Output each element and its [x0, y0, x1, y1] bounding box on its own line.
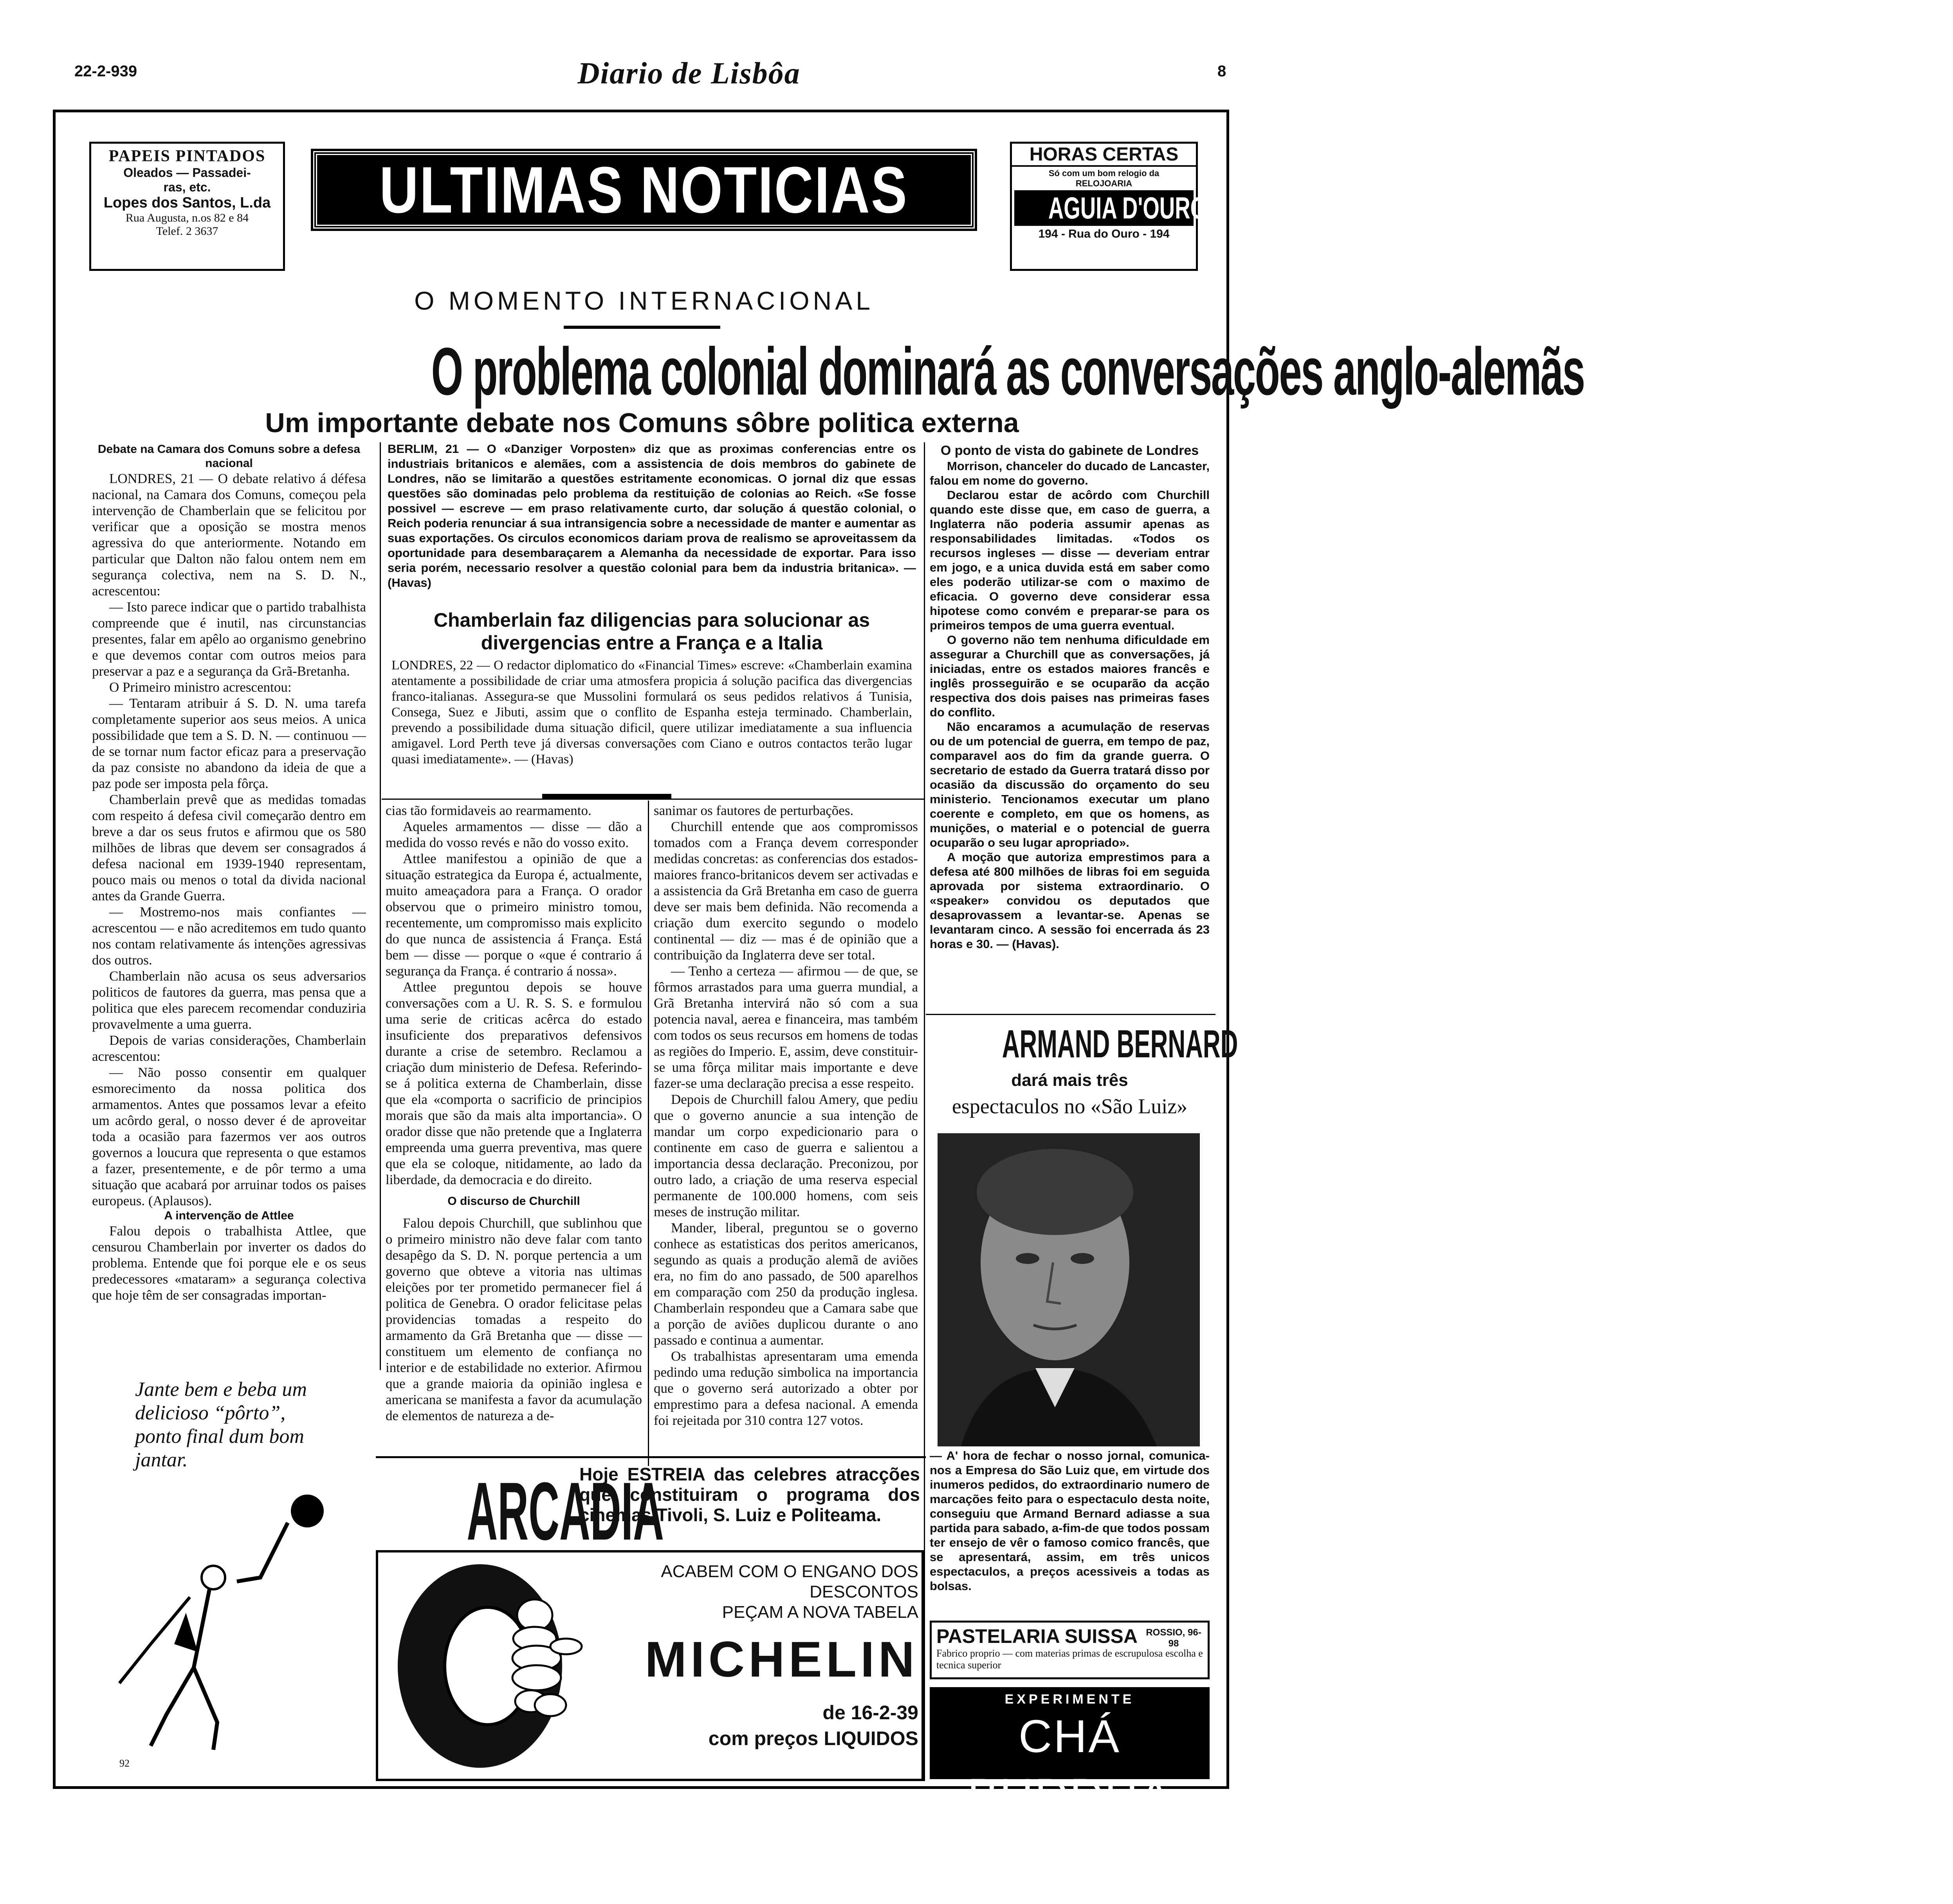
col1-paragraph: O Primeiro ministro acrescentou:: [109, 680, 292, 695]
ad-michelin-line5: com preços LIQUIDOS: [708, 1727, 918, 1749]
banner-title: ULTIMAS NOTICIAS: [379, 153, 909, 227]
waiter-illustration: [96, 1480, 331, 1754]
ad-papeis-title: PAPEIS PINTADOS: [108, 147, 266, 165]
col4-paragraph: O governo não tem nenhuma dificuldade em assegurar a Churchill que as conversações, já iniciadas, entre os estados maiores francês e inglês prosseguirão e se ocuparão da acção respectiva dos dois paises nas primeiras fases do conflito.: [930, 633, 1210, 719]
col1-paragraph: Chamberlain não acusa os seus adversarios politicos de fautores da guerra, mas pensa que a politica que eles parecem recomendar conduziria provavelmente a uma guerra.: [92, 968, 366, 1032]
subheadline: Um importante debate nos Comuns sôbre politica externa: [265, 407, 1019, 438]
ad-horas-certas: [1010, 142, 1207, 271]
column-rule: [648, 801, 649, 1466]
column-3: [654, 802, 918, 1428]
ad-cha-name: CHÁ BUDDHA: [967, 1711, 1172, 1821]
col4-paragraph: Não encaramos a acumulação de reservas ou de um potencial de guerra, em tempo de paz, comparavel aos do fim da grande guerra. O secretario de estado da Guerra tratará disso por ocasião da discussão do orçamento do seu ministerio. Tencionamos executar um plano coerente e completo, em que os homens, as munições, o material e o potencial de guerra ocuparão o seu lugar apropriado».: [930, 720, 1210, 849]
ad-horas-brand-box: [1014, 190, 1207, 226]
ad-papeis-phone: Telef. 2 3637: [156, 225, 218, 238]
ad-horas-line1: Só com um bom relogio da: [1048, 168, 1160, 178]
col2-heading: O discurso de Churchill: [447, 1195, 580, 1208]
col1-paragraph: LONDRES, 21 — O debate relativo á défesa nacional, na Camara dos Comuns, começou pela intervenção de Chamberlain que se felicitou por verificar que a oposição se mostra menos agressiva do que anteriormente. Notando em particular que Dalton não falou ontem nem em segurança colectiva, nem na S. D. N., acrescentou:: [92, 471, 366, 599]
col2-paragraph: cias tão formidaveis ao rearmamento.: [386, 803, 591, 818]
col1-heading: Debate na Camara dos Comuns sobre a defesa nacional: [97, 443, 361, 470]
ad-porto-line2: delicioso “pôrto”,: [135, 1402, 286, 1424]
col1-paragraph: — Não posso consentir em qualquer esmorecimento da nossa politica dos armamentos. Antes que possamos levar a efeito um acôrdo geral, o nosso dever é de aproveitar toda a ocasião para fazermos ver aos outros governos a loucura que representa o que estamos a fazer, presentemente, e de pôr termo a uma situação que acabará por arruinar todos os paises europeus. (Aplausos).: [92, 1065, 366, 1208]
ad-arcadia-name-text: ARCADIA: [467, 1465, 664, 1557]
ad-horas-line2: RELOJOARIA: [1075, 178, 1132, 188]
chamberlain-title: Chamberlain faz diligencias para solucionar as divergencias entre a França e a Italia: [433, 609, 870, 654]
column-4: [930, 442, 1210, 951]
ad-michelin: [376, 1550, 924, 1781]
ad-michelin-line3: PEÇAM A NOVA TABELA: [722, 1603, 918, 1622]
ad-pastelaria-name: PASTELARIA SUISSA: [936, 1625, 1138, 1647]
col3-paragraph: Churchill entende que aos compromissos tomados com a França devem corresponder medidas concretas: as conferencias dos estados-maiores franco-britanicos devem ser activadas e a assistencia da Grã Bretanha em caso de guerra deve ser mais bem definida. Não recomenda a criação dum exercito segundo o modelo continental — diz — mas é de opinião que a contribuição da Inglaterra deve ser total.: [654, 819, 918, 963]
bernard-name: [930, 1022, 1238, 1067]
bernard-caption: — A' hora de fechar o nosso jornal, comunica-nos a Empresa do São Luiz que, em virtude dos inumeros pedidos, do extraordinario numero de marcações feito para o espectaculo desta noite, conseguiu que Armand Bernard adiasse a sua partida para sabado, a-fim-de que todos possam ter ensejo de vêr o famoso comico francês, que se apresentará, assim, em três unicos espectaculos, a preços acessiveis a todas as bolsas.: [930, 1449, 1210, 1593]
michelin-tire-illustration: [382, 1556, 601, 1776]
ad-papeis-company: Lopes dos Santos, L.da: [103, 195, 271, 211]
column-2: [386, 802, 642, 1424]
banner-ultimas-noticias: [313, 151, 975, 229]
chamberlain-text: LONDRES, 22 — O redactor diplomatico do «Financial Times» escreve: «Chamberlain examina atentamente a possibilidade de criar uma atmosfera propicia á solução pacifica das divergencias franco-italianas. Assegura-se que Mussolini formulará os seus pedidos relativos á Tunisia, Consega, Suez e Jibuti, assim que o conflito de Espanha esteja terminado. Chamberlain, prevendo a possibilidade duma situação dificil, quere utilizar imediatamente a sua influencia amigavel. Lord Perth teve já diversas conversações com Ciano e outros contactos terão lugar quasi imediatamente». — (Havas): [391, 658, 912, 766]
col4-paragraph: Declarou estar de acôrdo com Churchill quando este disse que, em caso de guerra, a Inglaterra não poderia assumir apenas as responsabilidades limitadas. «Todos os recursos ingleses — disse — deveriam entrar em jogo, e a unica duvida está em saber como eles poderão utilizar-se com o maximo de eficacia. O governo deve considerar essa hipotese como convém e preparar-se para os primeiros tempos de uma guerra eventual.: [930, 488, 1210, 632]
ad-michelin-line1: ACABEM COM O ENGANO DOS: [661, 1562, 918, 1581]
ad-porto-line1: Jante bem e beba um: [135, 1378, 307, 1401]
ad-michelin-line4: de 16-2-39: [822, 1702, 918, 1724]
ad-porto-code: 92: [119, 1758, 130, 1769]
ad-michelin-brand: MICHELIN: [645, 1632, 918, 1688]
bernard-name-text: ARMAND BERNARD: [1002, 1022, 1238, 1066]
ad-papeis-line1: Oleados — Passadei-: [123, 166, 251, 180]
col1-paragraph: Chamberlain prevê que as medidas tomadas com respeito á defesa civil começarão dentro em breve a dar os seus frutos e afirmou que os 580 milhões de libras que devem ser consagrados á defesa nacional em 1939-1940 representam, pouco mais ou menos o total da divida nacional antes da Grande Guerra.: [92, 792, 366, 903]
ad-cha-small: EXPERIMENTE: [1004, 1692, 1135, 1707]
page-number: 8: [1217, 63, 1226, 80]
page-date: 22-2-939: [74, 63, 137, 80]
column-rule: [376, 1456, 926, 1458]
ad-papeis-pintados: [89, 142, 285, 271]
ad-arcadia-name: [376, 1464, 664, 1559]
ad-porto-line4: jantar.: [135, 1449, 188, 1471]
ad-papeis-address: Rua Augusta, n.os 82 e 84: [125, 211, 249, 224]
masthead: Diario de Lisbôa: [577, 56, 801, 90]
section-title: O MOMENTO INTERNACIONAL: [414, 286, 874, 315]
bernard-line2: espectaculos no «São Luiz»: [952, 1094, 1188, 1118]
col1-paragraph: — Tentaram atribuir á S. D. N. uma tarefa completamente superior aos seus meios. A unica possibilidade que tem a S. D. N. — continuou — de se tornar num factor eficaz para a preservação da paz consiste no abandono da ideia de que a paz pode ser imposta pela fôrça.: [92, 696, 366, 791]
col3-paragraph: sanimar os fautores de perturbações.: [654, 803, 854, 818]
col1-paragraph: Falou depois o trabalhista Attlee, que censurou Chamberlain por inverter os dados do problema. Entende que foi porque ele e os seus predecessores «mataram» a segurança colectiva que hoje têm de ser consagradas importan-: [92, 1223, 366, 1303]
bernard-line1: dará mais três: [1011, 1071, 1128, 1090]
ad-porto: [88, 1378, 370, 1777]
ad-arcadia-text: Hoje ESTREIA das celebres atracções que constituiram o programa dos cinemas Tivoli, S. Luiz e Politeama.: [579, 1464, 920, 1525]
headline: [63, 333, 1585, 411]
ad-arcadia: [376, 1460, 924, 1557]
column-rule: [380, 442, 381, 1370]
headline-text: O problema colonial dominará as conversações anglo-alemãs: [431, 334, 1585, 409]
ad-michelin-line2: DESCONTOS: [810, 1582, 918, 1601]
ad-papeis-line2: ras, etc.: [163, 180, 211, 194]
bernard-photo: [938, 1133, 1200, 1446]
col1-paragraph: — Mostremo-nos mais confiantes — acrescentou — e não acreditemos em tudo quanto nos contam relativamente ás intenções agressivas dos outros.: [92, 904, 366, 968]
section-rule: [542, 794, 671, 799]
ad-pastelaria-text: Fabrico proprio — com materias primas de escrupulosa escolha e tecnica superior: [936, 1648, 1203, 1671]
column-1: [92, 442, 366, 1303]
ad-horas-brand: AGUIA D'OURO: [1048, 191, 1207, 225]
ad-horas-address: 194 - Rua do Ouro - 194: [1038, 227, 1170, 240]
col4-paragraph: A moção que autoriza emprestimos para a defesa até 800 milhões de libras foi em seguida aprovada por sistema extraordinario. O «speaker» convidou os deputados que desaprovassem a levantar-se. Apenas se levantaram cinco. A sessão foi encerrada ás 23 horas e 30. — (Havas).: [930, 850, 1210, 951]
col3-paragraph: Os trabalhistas apresentaram uma emenda pedindo uma redução simbolica na importancia que o governo será autorizado a obter por emprestimo para a defesa nacional. A emenda foi rejeitada por 310 contra 127 votos.: [654, 1349, 918, 1428]
col2-paragraph: Aqueles armamentos — disse — dão a medida do vosso revés e não do vosso exito.: [386, 819, 642, 850]
column-rule: [926, 1014, 1215, 1015]
column-rule: [924, 442, 925, 1781]
ad-pastelaria: [930, 1621, 1210, 1679]
col3-paragraph: Mander, liberal, preguntou se o governo conhece as estatisticas dos peritos americanos, segundo as quais a produção alemã de aviões era, no fim do ano passado, de 500 aparelhos em comparação com 250 da produção inglesa. Chamberlain respondeu que a Camara sabe que a porção de aviões duplicou durante o ano passado e continua a aumentar.: [654, 1220, 918, 1348]
ad-pastelaria-address: ROSSIO, 96-98: [1146, 1627, 1201, 1649]
ad-horas-title: HORAS CERTAS: [1012, 144, 1196, 167]
col1-heading-2: A intervenção de Attlee: [164, 1209, 294, 1222]
col3-paragraph: Depois de Churchill falou Amery, que pediu que o governo anuncie a sua intenção de mandar um corpo expedicionario para o continente em caso de guerra e salientou a importancia dessa declaração. Preconizou, por outro lado, a criação de uma reserva especial permanente de 100.000 homens, com seis meses de instrução militar.: [654, 1092, 918, 1219]
col1-paragraph: — Isto parece indicar que o partido trabalhista compreende que é inutil, nas circunstancias presentes, falar em apêlo ao organismo genebrino e que devemos contar com outros meios para preservar a paz e a segurança da Grã-Bretanha.: [92, 599, 366, 679]
col2-paragraph: Attlee manifestou a opinião de que a situação estrategica da Europa é, actualmente, muito ameaçadora para a França. O orador observou que o primeiro ministro tomou, recentemente, um compromisso mais explicito do que nunca de assistencia á França. Está bem — disse — porque o «que é contrario á segurança da França. é contrario á nossa».: [386, 851, 642, 979]
column-rule: [382, 799, 924, 800]
col2-paragraph: Falou depois Churchill, que sublinhou que o primeiro ministro não deve falar com tanto desapêgo da S. D. N. porque pertencia a um governo que obteve a vitoria nas ultimas eleições por ter prometido permanecer fiel á politica de Genebra. O orador felicitase pelas providencias tomadas a respeito do armamento da Grã Bretanha que — disse — constituem um elemento de confiança no interior e de estabilidade no exterior. Afirmou que a grande maioria da opinião inglesa e americana se manifesta a favor da acumulação de elementos de natureza a de-: [386, 1215, 642, 1423]
col4-paragraph: Morrison, chanceler do ducado de Lancaster, falou em nome do governo.: [930, 459, 1210, 487]
col4-heading: O ponto de vista do gabinete de Londres: [940, 443, 1199, 458]
section-rule: [564, 326, 720, 329]
ad-porto-line3: ponto final dum bom: [135, 1425, 304, 1448]
col2-paragraph: Attlee preguntou depois se houve conversações com a U. R. S. S. e formulou uma serie de criticas acêrca do estado insuficiente dos preparativos defensivos durante a crise de setembro. Reclamou a criação dum ministerio de Defesa. Referindo-se á politica externa de Chamberlain, disse que ela «comporta o sacrificio de principios morais que são da mais alta importancia». O orador disse que não pretende que a Inglaterra empreenda uma guerra preventiva, mas quere que ela se coloque, nitidamente, ao lado da liberdade, da democracia e do direito.: [386, 979, 642, 1187]
col1-paragraph: Depois de varias considerações, Chamberlain acrescentou:: [92, 1033, 366, 1064]
berlin-dispatch: BERLIM, 21 — O «Danziger Vorposten» diz que as proximas conferencias entre os industriais britanicos e alemães, com a assistencia de dois membros do gabinete de Londres, não se limitarão a questões estritamente economicas. O jornal diz que essas questões são dominadas pelo problema da restituição de colonias ao Reich. «Se fosse possivel — escreve — em praso relativamente curto, dar solução á questão colonial, o Reich poderia renunciar á sua intransigencia sobre a necessidade de manter e aumentar as suas exportações. Os circulos economicos dariam prova de realismo se aproveitassem da oportunidade para desembaraçarem a Alemanha da necessidade de exportar. Para isso seria porém, necessario resolver a questão colonial para bem da industria britanica». — (Havas): [388, 442, 916, 590]
ad-cha-buddha: [930, 1687, 1210, 1821]
col3-paragraph: — Tenho a certeza — afirmou — de que, se fôrmos arrastados para uma guerra mundial, a Grã Bretanha intervirá não só com a sua potencia naval, aerea e financeira, mas também com todos os seus recursos em homens de todas as regiões do Imperio. E, assim, deve constituir-se uma fôrça militar mais importante e deve fazer-se uma declaração precisa a esse respeito.: [654, 963, 918, 1091]
